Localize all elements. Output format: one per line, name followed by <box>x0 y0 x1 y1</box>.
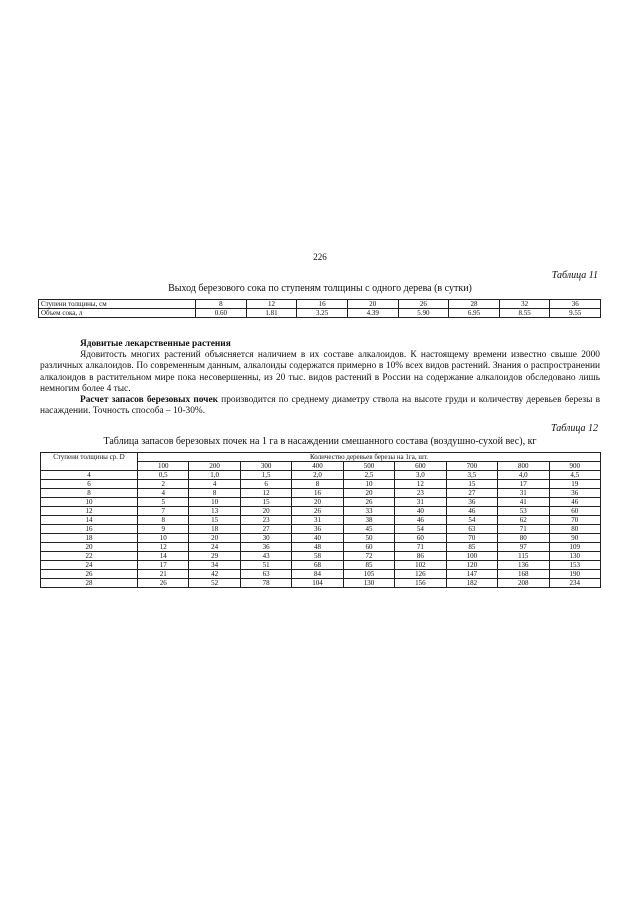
table12-cell: 109 <box>549 543 601 552</box>
table11-cell: 36 <box>550 300 601 309</box>
table-row <box>41 489 601 498</box>
table12-cell: 136 <box>498 561 549 570</box>
table12-cell: 182 <box>446 579 497 588</box>
table12-cell: 102 <box>395 561 446 570</box>
table12-column-header: 700 <box>446 462 497 471</box>
table12-cell: 46 <box>446 507 497 516</box>
table12-column-header: 900 <box>549 462 601 471</box>
table12-cell: 8 <box>292 480 343 489</box>
table11-cell: 12 <box>246 300 297 309</box>
table12-column-header: 100 <box>138 462 189 471</box>
table12-cell: 60 <box>549 507 601 516</box>
table12-cell: 20 <box>189 534 240 543</box>
table12-cell: 105 <box>343 570 394 579</box>
table12-cell: 80 <box>549 525 601 534</box>
table12-cell: 36 <box>446 498 497 507</box>
table12-cell: 26 <box>292 507 343 516</box>
table12-cell: 68 <box>292 561 343 570</box>
table11-cell: 16 <box>297 300 348 309</box>
table12-col0-header: Ступени толщины ср. D <box>41 453 138 471</box>
table12-cell: 15 <box>240 498 291 507</box>
table12-cell: 45 <box>343 525 394 534</box>
table12-cell: 23 <box>395 489 446 498</box>
table12-cell: 18 <box>189 525 240 534</box>
table12-cell: 16 <box>292 489 343 498</box>
table11-cell: 4.39 <box>347 309 398 318</box>
table12-cell: 12 <box>240 489 291 498</box>
table12-cell: 63 <box>446 525 497 534</box>
table12-cell: 12 <box>395 480 446 489</box>
table11-cell: 9.55 <box>550 309 601 318</box>
table12-cell: 85 <box>446 543 497 552</box>
table11-row-label: Ступени толщины, см <box>39 300 196 309</box>
table11-row-thickness <box>39 300 601 309</box>
table12-cell: 70 <box>549 516 601 525</box>
table12-cell: 24 <box>189 543 240 552</box>
table12-cell: 46 <box>549 498 601 507</box>
table12-cell: 7 <box>138 507 189 516</box>
table12-cell: 6 <box>240 480 291 489</box>
table12-cell: 20 <box>240 507 291 516</box>
table12-cell: 8 <box>189 489 240 498</box>
table12-group-header: Количество деревьев березы на 1га, шт. <box>138 453 601 462</box>
table12-cell: 100 <box>446 552 497 561</box>
table-row <box>41 516 601 525</box>
page-number: 226 <box>313 252 327 262</box>
table12-cell: 71 <box>498 525 549 534</box>
table12-cell: 30 <box>240 534 291 543</box>
table12-cell: 36 <box>240 543 291 552</box>
table12-cell: 78 <box>240 579 291 588</box>
table12-caption: Таблица 12 <box>551 423 598 434</box>
table12-cell: 62 <box>498 516 549 525</box>
table12-cell: 42 <box>189 570 240 579</box>
section-text <box>40 339 600 417</box>
table12-cell: 20 <box>343 489 394 498</box>
table12-cell: 58 <box>292 552 343 561</box>
table12-cell: 104 <box>292 579 343 588</box>
table11-cell: 26 <box>398 300 449 309</box>
table12-cell: 4,0 <box>498 471 549 480</box>
table12-cell: 31 <box>292 516 343 525</box>
table12-cell: 36 <box>292 525 343 534</box>
table12-cell: 26 <box>138 579 189 588</box>
table12-row-label: 22 <box>41 552 138 561</box>
table12-cell: 43 <box>240 552 291 561</box>
table12-cell: 15 <box>446 480 497 489</box>
table12-cell: 70 <box>446 534 497 543</box>
table-row <box>41 543 601 552</box>
table12-cell: 1,5 <box>240 471 291 480</box>
table12-cell: 2,5 <box>343 471 394 480</box>
table-row <box>41 570 601 579</box>
table12-column-header: 300 <box>240 462 291 471</box>
table12-cell: 40 <box>395 507 446 516</box>
table12-cell: 17 <box>138 561 189 570</box>
table12-cell: 14 <box>138 552 189 561</box>
table12-cell: 31 <box>498 489 549 498</box>
table12-row-label: 24 <box>41 561 138 570</box>
table12 <box>40 452 601 588</box>
table11-cell: 8 <box>196 300 247 309</box>
table-row <box>41 525 601 534</box>
table-row <box>41 579 601 588</box>
table11-cell: 20 <box>347 300 398 309</box>
table12-row-label: 14 <box>41 516 138 525</box>
table11-cell: 32 <box>499 300 550 309</box>
table12-cell: 34 <box>189 561 240 570</box>
section-heading: Ядовитые лекарственные растения <box>80 339 231 349</box>
table12-row-label: 16 <box>41 525 138 534</box>
table11-cell: 1.81 <box>246 309 297 318</box>
table12-cell: 115 <box>498 552 549 561</box>
table12-column-header: 800 <box>498 462 549 471</box>
table12-cell: 85 <box>343 561 394 570</box>
table12-cell: 120 <box>446 561 497 570</box>
table12-cell: 40 <box>292 534 343 543</box>
table12-cell: 31 <box>395 498 446 507</box>
table12-row-label: 6 <box>41 480 138 489</box>
table12-column-header: 400 <box>292 462 343 471</box>
table12-column-header: 500 <box>343 462 394 471</box>
table-row <box>41 552 601 561</box>
table12-cell: 60 <box>343 543 394 552</box>
table11-cell: 5.90 <box>398 309 449 318</box>
table12-cell: 90 <box>549 534 601 543</box>
paragraph-bold-lead: Расчет запасов березовых почек <box>80 395 219 406</box>
table12-cell: 4 <box>189 480 240 489</box>
table12-cell: 50 <box>343 534 394 543</box>
table12-cell: 8 <box>138 516 189 525</box>
table12-cell: 26 <box>343 498 394 507</box>
table12-cell: 86 <box>395 552 446 561</box>
table12-cell: 10 <box>189 498 240 507</box>
table11-cell: 6.95 <box>449 309 500 318</box>
table12-cell: 33 <box>343 507 394 516</box>
table11-row-label: Объем сока, л <box>39 309 196 318</box>
table11-title: Выход березового сока по ступеням толщины с одного дерева (в сутки) <box>168 283 472 294</box>
paragraph-rest: производится по среднему диаметру ствола на высоте груди и количеству деревьев березы в насаждении. Точность способа – 10-30%. <box>40 395 600 417</box>
table12-cell: 9 <box>138 525 189 534</box>
table12-cell: 19 <box>549 480 601 489</box>
table12-cell: 126 <box>395 570 446 579</box>
table-row <box>41 480 601 489</box>
table12-cell: 130 <box>343 579 394 588</box>
table-row <box>41 561 601 570</box>
table12-row-label: 26 <box>41 570 138 579</box>
paragraph-alkaloids: Ядовитость многих растений объясняется наличием в их составе алкалоидов. К настоящему времени известно свыше 2000 различных алкалоидов. По современным данным, алкалоиды содержатся примерно в 10% всех видов растений. Знания о распространении алкалоидов в растительном мире пока несовершенны, из 20 тыс. видов растений в России на содержание алкалоидов обследовано лишь немногим более 4 тыс. <box>40 350 600 394</box>
table11-row-volume <box>39 309 601 318</box>
table-row <box>41 507 601 516</box>
table11 <box>38 299 601 318</box>
table11-cell: 0.60 <box>196 309 247 318</box>
table12-cell: 130 <box>549 552 601 561</box>
table11-cell: 3.25 <box>297 309 348 318</box>
table12-cell: 46 <box>395 516 446 525</box>
table-row <box>41 471 601 480</box>
table12-cell: 1,0 <box>189 471 240 480</box>
table12-header-row <box>41 453 601 462</box>
table12-cell: 36 <box>549 489 601 498</box>
table12-cell: 147 <box>446 570 497 579</box>
table12-cell: 38 <box>343 516 394 525</box>
table-row <box>41 498 601 507</box>
table12-cell: 10 <box>138 534 189 543</box>
table12-cell: 29 <box>189 552 240 561</box>
paragraph-bud-reserves <box>40 395 600 417</box>
table12-cell: 71 <box>395 543 446 552</box>
table12-cell: 2 <box>138 480 189 489</box>
table12-cell: 52 <box>189 579 240 588</box>
table11-cell: 28 <box>449 300 500 309</box>
table12-title: Таблица запасов березовых почек на 1 га в насаждении смешанного состава (воздушно-сухой вес), кг <box>103 436 537 447</box>
table12-cell: 190 <box>549 570 601 579</box>
table12-row-label: 4 <box>41 471 138 480</box>
table12-cell: 234 <box>549 579 601 588</box>
table12-cell: 4 <box>138 489 189 498</box>
table12-cell: 153 <box>549 561 601 570</box>
table12-cell: 0,5 <box>138 471 189 480</box>
table12-cell: 4,5 <box>549 471 601 480</box>
table12-cell: 27 <box>240 525 291 534</box>
table12-cell: 12 <box>138 543 189 552</box>
table12-cell: 10 <box>343 480 394 489</box>
table12-cell: 20 <box>292 498 343 507</box>
table12-cell: 2,0 <box>292 471 343 480</box>
table12-cell: 5 <box>138 498 189 507</box>
table11-cell: 8.55 <box>499 309 550 318</box>
table12-cell: 80 <box>498 534 549 543</box>
table12-cell: 72 <box>343 552 394 561</box>
table12-cell: 84 <box>292 570 343 579</box>
table12-row-label: 8 <box>41 489 138 498</box>
table12-cell: 3,5 <box>446 471 497 480</box>
table12-cell: 41 <box>498 498 549 507</box>
table12-column-header: 600 <box>395 462 446 471</box>
table11-caption: Таблица 11 <box>551 270 598 281</box>
table12-row-label: 10 <box>41 498 138 507</box>
table12-cell: 23 <box>240 516 291 525</box>
table12-cell: 51 <box>240 561 291 570</box>
table12-cell: 13 <box>189 507 240 516</box>
table12-cell: 156 <box>395 579 446 588</box>
table12-cell: 17 <box>498 480 549 489</box>
table12-cell: 63 <box>240 570 291 579</box>
table12-cell: 48 <box>292 543 343 552</box>
table12-column-header: 200 <box>189 462 240 471</box>
table12-cell: 208 <box>498 579 549 588</box>
table12-cell: 53 <box>498 507 549 516</box>
table12-cell: 15 <box>189 516 240 525</box>
table12-cell: 27 <box>446 489 497 498</box>
table12-cell: 168 <box>498 570 549 579</box>
table12-row-label: 12 <box>41 507 138 516</box>
table12-row-label: 18 <box>41 534 138 543</box>
table12-row-label: 20 <box>41 543 138 552</box>
table12-cell: 60 <box>395 534 446 543</box>
table12-cell: 54 <box>446 516 497 525</box>
table-row <box>41 534 601 543</box>
table12-cell: 97 <box>498 543 549 552</box>
table12-cell: 54 <box>395 525 446 534</box>
table12-row-label: 28 <box>41 579 138 588</box>
table12-cell: 3,0 <box>395 471 446 480</box>
table12-cell: 21 <box>138 570 189 579</box>
